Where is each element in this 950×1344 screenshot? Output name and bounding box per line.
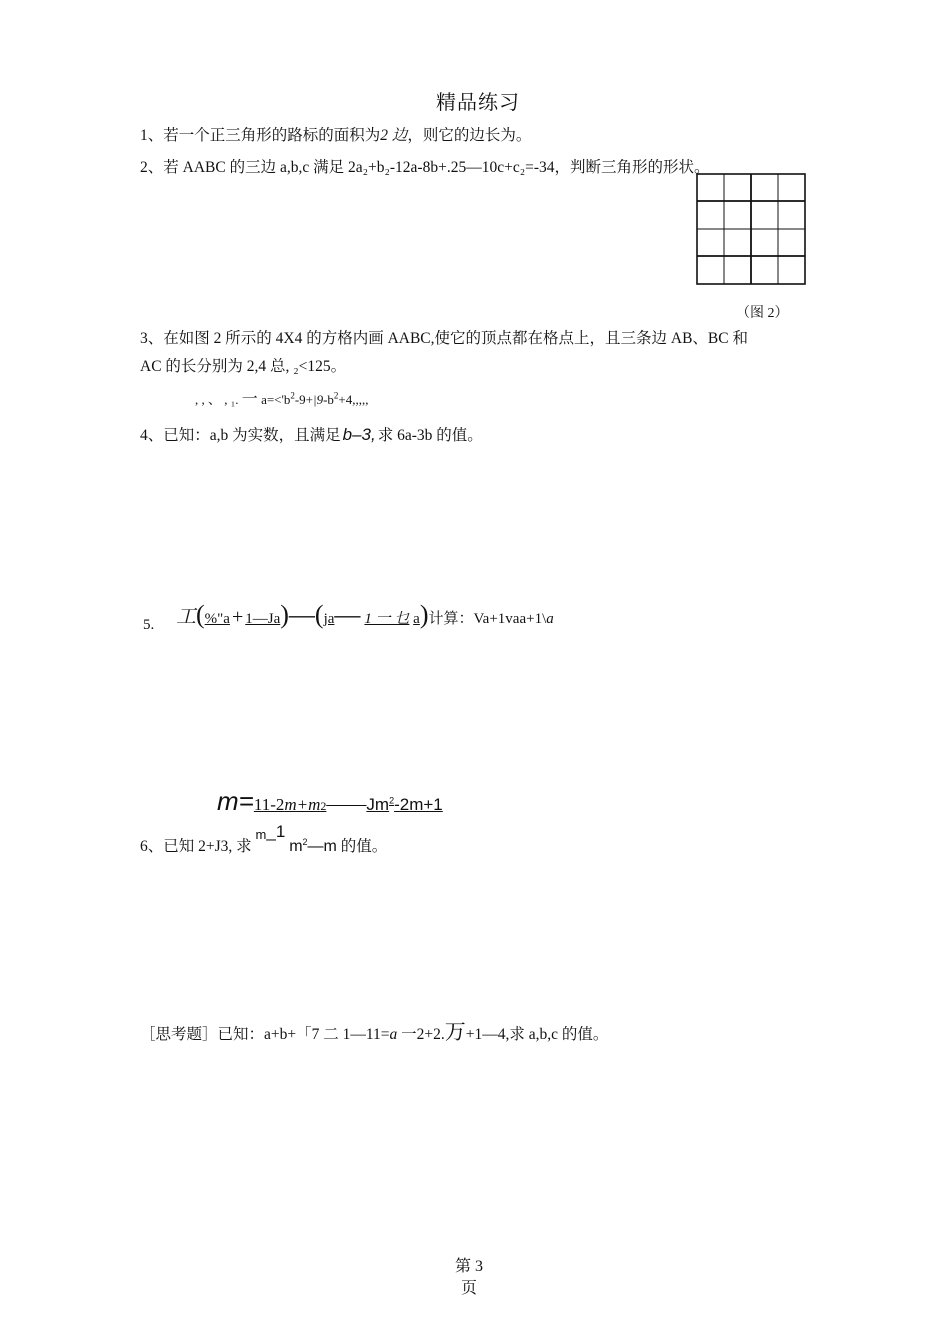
question-3-fragment-e: |9- [313,392,328,407]
question-6-frac-c: 2 [320,799,327,813]
question-4-text-a: 4、已知：a,b 为实数，且满足 [140,427,341,444]
question-6-text-a: 6、已知 2+J3, [140,838,233,855]
question-6-m-equals: m= [217,786,254,816]
question-4 [140,423,483,445]
question-3-fragment-d: -9+ [294,392,314,407]
question-5-compute-tail: a [546,611,554,627]
question-4-text-b: b–3, [342,425,376,444]
page-title: 精品练习 [436,90,520,114]
question-3-fragment-a: , , 、 , ₁. [195,392,242,407]
question-1-text-b: 2 边 [380,127,408,144]
question-3-line-1: 3、在如图 2 所示的 4X4 的方格内画 AABC,使它的顶点都在格点上，且三条边 AB、BC 和 [140,330,748,347]
question-3-fragment-f: b [327,392,334,407]
thinking-question-text-e: +1—4,求 a,b,c 的值。 [465,1026,609,1043]
question-6-m2: m [289,838,303,855]
question-6-m-small-2: _1 [266,822,286,841]
question-3-sup-1: 2 [290,390,295,401]
figure-2-caption: （图 2） [736,306,789,321]
question-6-frac-a: 11-2 [253,795,285,814]
question-5-term-3: ja [323,611,335,627]
question-5-dash-2: — [334,600,361,629]
question-5-term-2: 1—Ja [245,611,281,627]
question-1-text-c: ，则它的边长为。 [407,127,532,144]
question-6-text-c: —m [307,838,337,855]
thinking-question-text-a: ［思考题］已知：a+b+「7 二 1—11= [140,1026,390,1043]
thinking-question-text-b: a [389,1026,398,1043]
thinking-question-text-c: 一2+2. [397,1026,445,1043]
question-5-paren-2: ) [280,600,289,629]
question-6-m-small: m [255,827,267,842]
question-5-paren-3: ( [314,600,324,629]
thinking-question [140,1016,608,1046]
question-5-term-4: 1 一 乜 [364,611,410,627]
question-5-plus: + [231,606,244,628]
question-6-text-d: 的值。 [340,838,388,855]
page-number [455,1256,483,1300]
question-5-paren-1: ( [196,600,205,629]
question-6 [140,822,388,856]
question-5-number: 5. [143,617,155,633]
question-5-term-1: %"a [204,611,230,627]
question-6-m2-sup: 2 [302,836,308,847]
question-5-dash: — [288,600,315,629]
question-3-fragment-c: a=<'b [257,392,291,407]
question-5-term-5: a [413,611,420,627]
question-5-symbol: 工 [176,606,196,628]
question-5-paren-4: ) [419,600,429,629]
question-6-frac-e: -2m+1 [394,795,443,814]
question-6-equation [217,786,443,817]
question-3-line-2: AC 的长分别为 2,4 总, ₂<125。 [140,358,347,375]
question-6-text-b: 求 [236,838,252,855]
question-3-fragment-b: 一 [241,391,258,408]
thinking-question-text-d: 万 [444,1021,466,1044]
question-5-compute-text: 计算：Va+1vaa+1\ [428,611,547,627]
question-3-line-3 [195,386,369,409]
question-6-mid-dash: —— [326,793,367,815]
question-1 [140,123,531,145]
question-6-sup: 2 [389,795,395,806]
question-2: 2、若 AABC 的三边 a,b,c 满足 2a₂+b₂-12a-8b+.25—10c+c₂=-34，判断三角形的形状。 [140,159,710,176]
question-6-frac-d: Jm [366,795,390,814]
figure-2-grid [696,173,806,285]
page-number-line-1: 第 3 [455,1258,484,1275]
question-4-text-c: 求 6a-3b 的值。 [377,427,483,444]
question-1-text-a: 1、若一个正三角形的路标的面积为 [140,127,381,144]
question-3-fragment-g: +4,,,,, [338,392,369,407]
question-3-sup-2: 2 [333,390,339,401]
question-6-frac-b: m+m [284,795,321,814]
page-number-line-2: 页 [461,1280,478,1297]
question-5 [143,600,554,633]
